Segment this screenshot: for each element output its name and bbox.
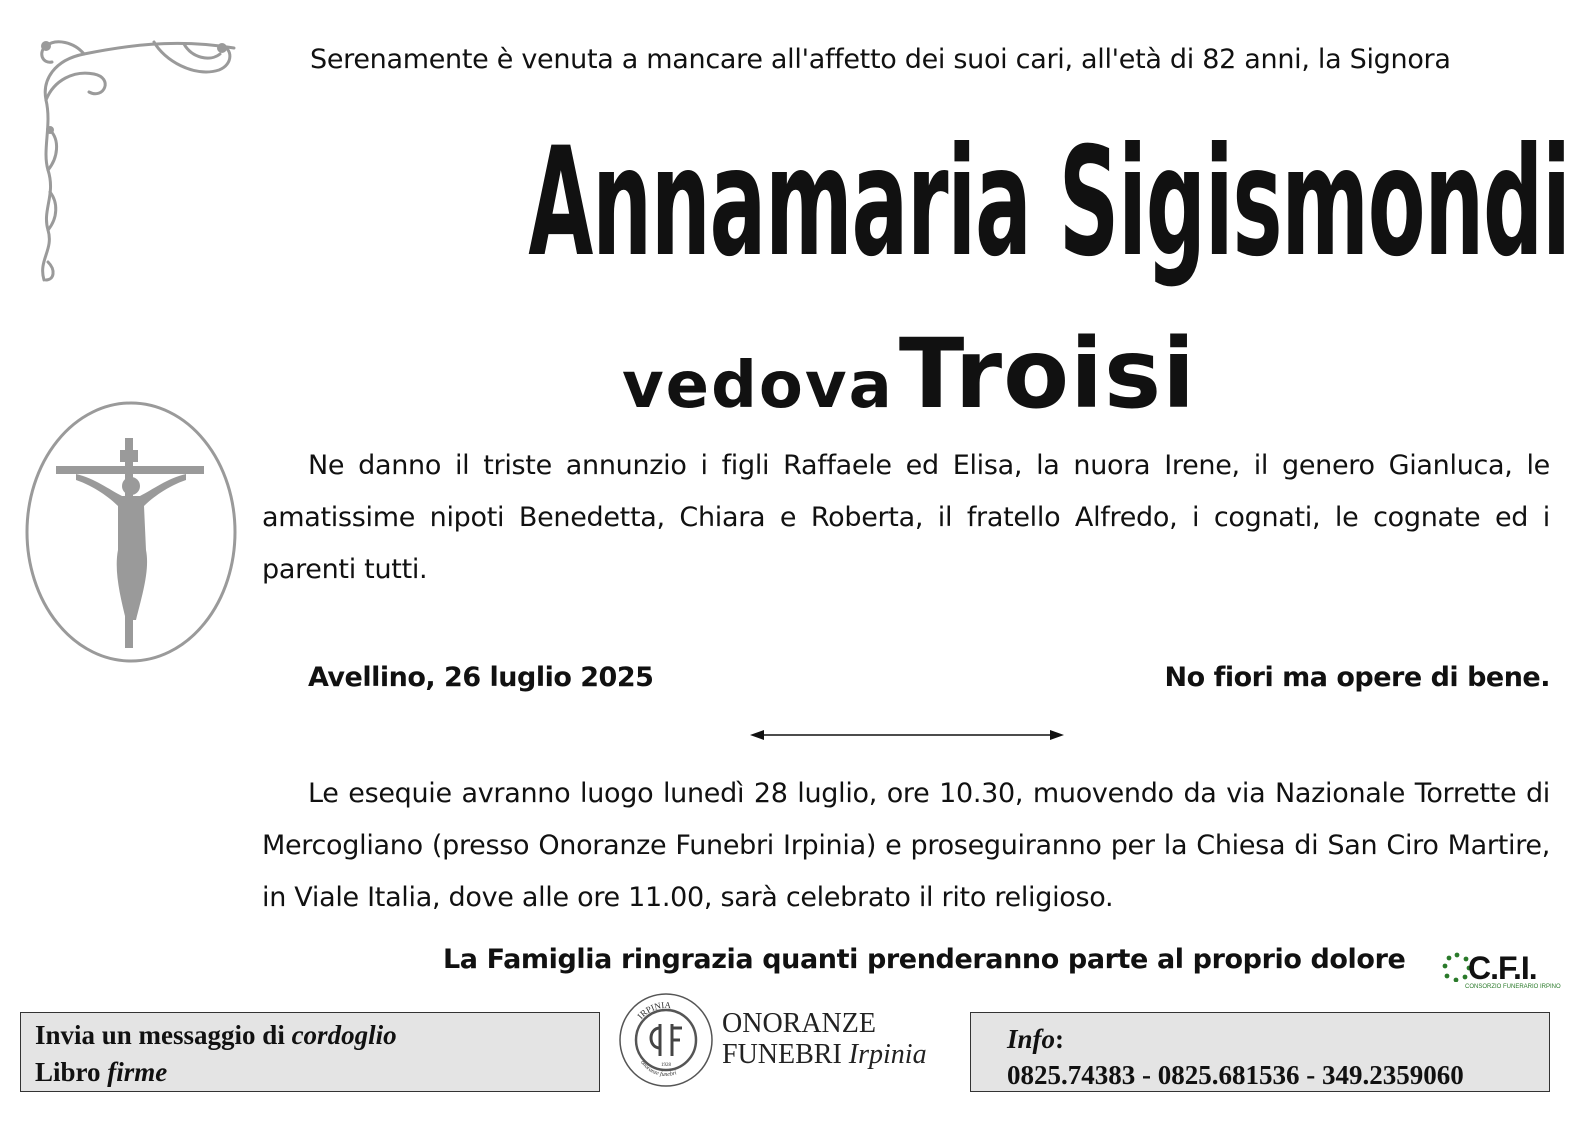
condolence-box[interactable] [20,1012,600,1092]
info-phones[interactable]: 0825.74383 - 0825.681536 - 349.2359060 [1007,1060,1464,1090]
guestbook-link[interactable]: Libro firme [35,1057,168,1087]
info-box [970,1012,1550,1092]
crucifix-icon [24,400,238,664]
announcement-text: Ne danno il triste annunzio i figli Raffaele ed Elisa, la nuora Irene, il genero Gianluca, le amatissime nipoti Benedetta, Chiara e Roberta, il fratello Alfredo, i cognati, le cognate ed i parenti tutti. [262,450,1550,585]
cfi-label: C.F.I. [1468,950,1537,986]
widow-line [0,318,1588,430]
seal-year: 1928 [661,1063,671,1068]
place-date: Avellino, 26 luglio 2025 [308,662,654,693]
info-label-line: Info: [1007,1024,1065,1054]
cfi-subtitle: CONSORZIO FUNERARIO IRPINO [1465,984,1561,990]
corner-ornament-icon [34,30,239,285]
widow-surname: Troisi [898,318,1197,430]
intro-text: Serenamente è venuta a mancare all'affetto dei suoi cari, all'età di 82 anni, la Signora [310,44,1451,75]
funeral-home-name [722,1008,927,1070]
condolence-message-link[interactable]: Invia un messaggio di cordoglio [35,1020,397,1050]
seal-bottom-text: onoranze funebri [639,1059,678,1079]
family-thanks: La Famiglia ringrazia quanti prenderanno parte al proprio dolore [443,944,1406,975]
deceased-name: Annamaria Sigismondi [528,116,1570,290]
funeral-home-seal-icon [616,990,716,1090]
logo-line1: ONORANZE [722,1008,876,1039]
no-flowers-note: No fiori ma opere di bene. [1164,662,1550,693]
divider-arrow-icon [748,726,1066,744]
seal-top-text: IRPINIA [635,999,672,1021]
widow-prefix: vedova [621,349,894,423]
logo-line2: FUNEBRI Irpinia [722,1039,927,1070]
info-label: Info [1007,1024,1056,1054]
funeral-details: Le esequie avranno luogo lunedì 28 luglio, ore 10.30, muovendo da via Nazionale Torrette di Mercogliano (presso Onoranze Funebri Irpinia) e proseguiranno per la Chiesa di San Ciro Martire, in Viale Italia, dove alle ore 11.00, sarà celebrato il rito religioso. [262,778,1550,913]
